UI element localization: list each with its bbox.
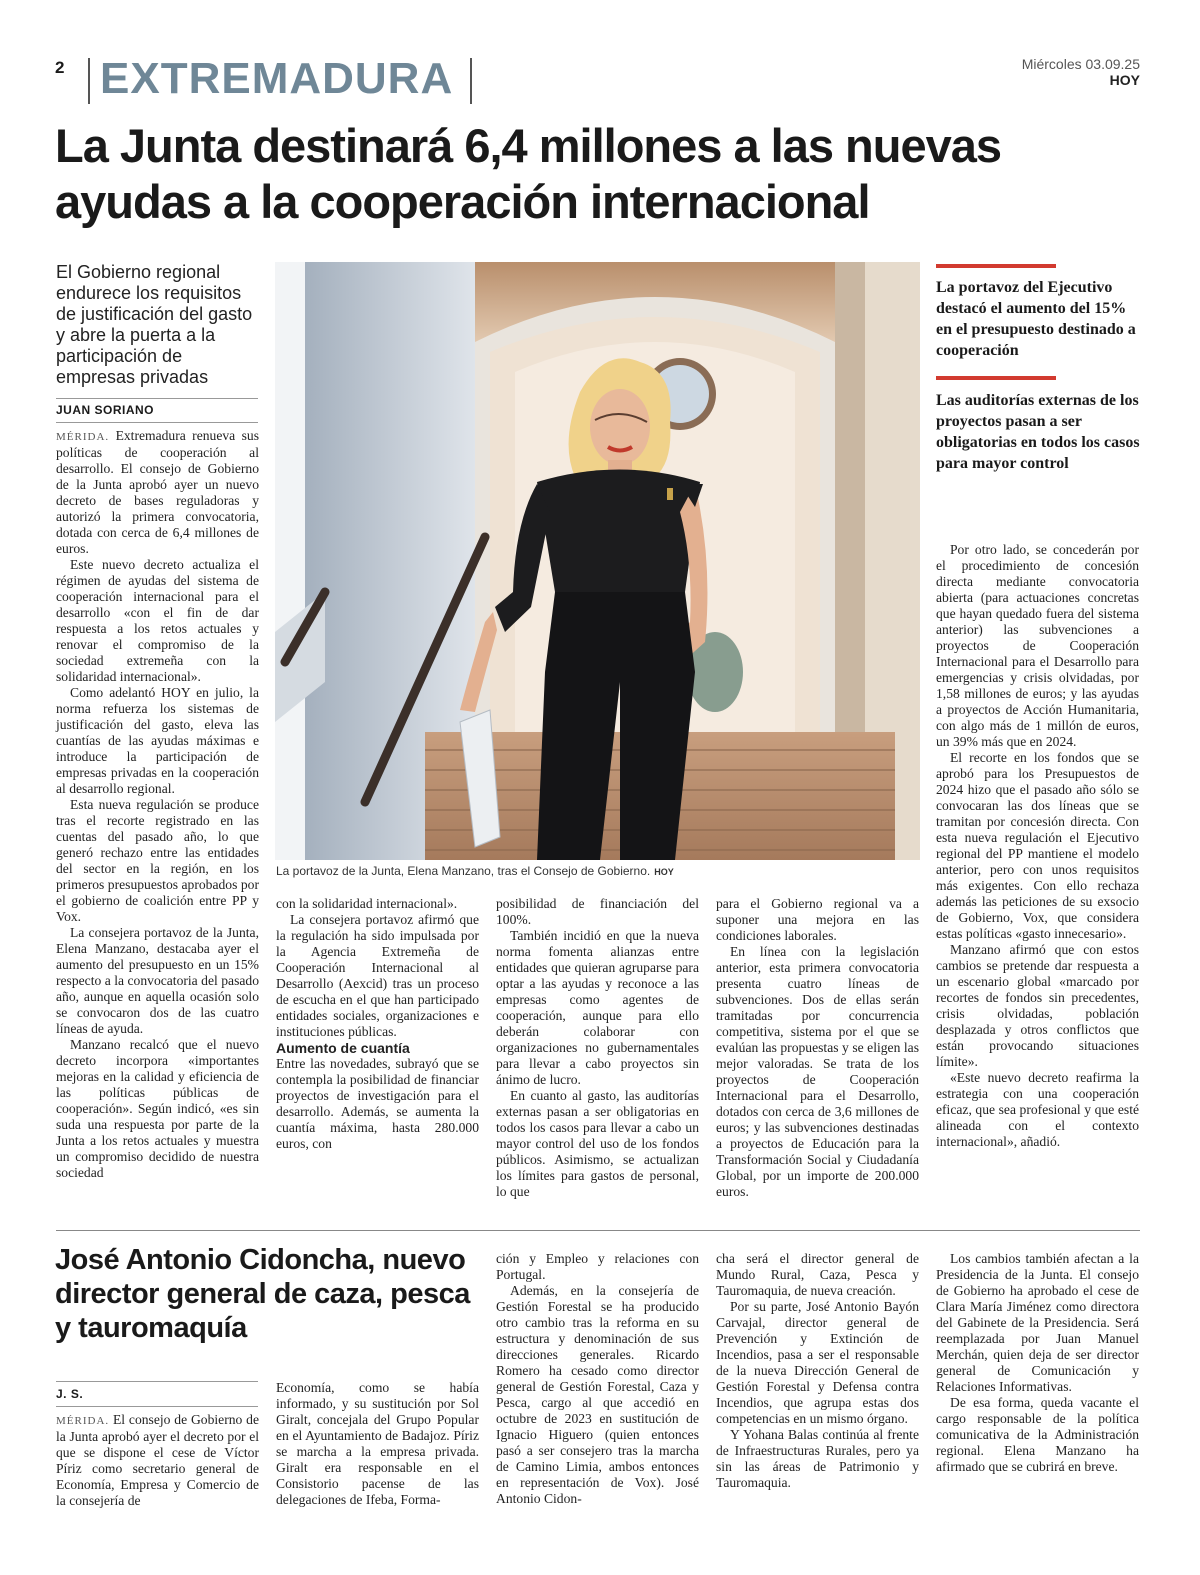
byline-rule-top [56,1381,258,1382]
paragraph: con la solidaridad internacional». [276,896,458,911]
paragraph: Entre las novedades, subrayó que se contempla la posibilidad de financiar proyectos de investigación para el desarrollo. Además, se aumenta la cuantía máxima, hasta 280.000 euros, con [276,1056,479,1151]
newspaper-brand: HOY [1109,72,1140,88]
paragraph: MÉRIDA. El consejo de Gobierno de la Junta aprobó ayer el decreto por el que se dispone el cese de Víctor Píriz como secretario general de Economía, Empresa y Comercio de la consejería de [56,1412,260,1508]
article-photo [275,262,920,860]
article-column-4 [716,896,919,1200]
paragraph: para el Gobierno regional va a suponer una mejora en las condiciones laborales. [716,896,919,943]
paragraph: Este nuevo decreto actualiza el régimen de ayudas del sistema de cooperación internacional para el desarrollo «con el fin de dar respuesta a los retos actuales y renovar el compromiso de la sociedad extremeña con la solidaridad internacional». [56,557,259,684]
caption-text: La portavoz de la Junta, Elena Manzano, tras el Consejo de Gobierno. [276,864,651,878]
byline-rule [56,422,258,423]
paragraph: La consejera portavoz afirmó que la regulación ha sido impulsada por la Agencia Extremeña de Cooperación Internacional al Desarrollo (Aexcid) tras un proceso de escucha en el que han participado entidades sociales, organizaciones e instituciones públicas. [276,912,479,1039]
article-lead: El Gobierno regional endurece los requisitos de justificación del gasto y abre la puerta a la participación de empresas privadas [56,262,253,387]
paragraph: MÉRIDA. Extremadura renueva sus políticas de cooperación al desarrollo. El consejo de Gobierno de la Junta aprobó ayer un nuevo decreto de bases reguladoras y autorizó la primera convocatoria, dotada con cerca de 6,4 millones de euros. [56,428,259,556]
page-number: 2 [55,58,65,77]
paragraph: Manzano afirmó que con estos cambios se pretende dar respuesta a un escenario global «marcado por recortes de fondos sin precedentes, crisis olvidadas, población desplazada y otros conflictos que están provocando situaciones límite». [936,942,1139,1069]
paragraph: posibilidad de financiación del 100%. [496,896,699,927]
paragraph: En cuanto al gasto, las auditorías externas pasan a ser obligatorias en todos los casos para llevar a cabo un mayor control del uso de los fondos públicos. Asimismo, se actualizan los límites para gastos de personal, lo que [496,1088,699,1199]
paragraph: Manzano recalcó que el nuevo decreto incorpora «importantes mejoras en la calidad y eficiencia de las políticas públicas de cooperación». Según indicó, «es sin suda una respuesta por parte de la Junta a los retos actuales y muestra un compromiso decidido de nuestra sociedad [56,1037,259,1180]
paragraph: Y Yohana Balas continúa al frente de Infraestructuras Rurales, pero ya sin las áreas de Patrimonio y Tauromaquia. [716,1427,919,1490]
paragraph: Por otro lado, se concederán por el procedimiento de concesión directa mediante convocatoria abierta (para actuaciones concretas que hayan quedado fuera del sistema anterior) las subvenciones a proyectos de Cooperación Internacional para el Desarrollo para emergencias y crisis olvidadas, por 1,58 millones de euros; y las ayudas a proyectos de Acción Humanitaria, con algo más de 1 millón de euros, un 39% más que en 2024. [936,542,1139,749]
paragraph: También incidió en que la nueva norma fomenta alianzas entre entidades que quieran agruparse para optar a las ayudas y reconoce a las empresas como agentes de cooperación, aunque para ello deberán colaborar con organizaciones no gubernamentales para llevar a cabo proyectos sin ánimo de lucro. [496,928,699,1087]
paragraph: En línea con la legislación anterior, esta primera convocatoria presenta cuatro líneas de subvenciones. Dos de ellas serán tramitadas por concurrencia competitiva, sistema por el que se evalúan las propuestas y se eligen las mejor valoradas. Se trata de los proyectos de Cooperación Internacional para el Desarrollo, dotados con cerca de 3,6 millones de euros; y las subvenciones destinadas a proyectos de Educación para la Transformación Social y Ciudadanía Global, por un importe de 200.000 euros. [716,944,919,1199]
subheading: Aumento de cuantía [276,1040,410,1056]
article2-column-4 [716,1251,919,1491]
paragraph: De esa forma, queda vacante el cargo responsable de la política comunicativa de la Administración regional. Elena Manzano ha afirmado que se cubrirá en breve. [936,1395,1139,1474]
highlight-bar-1 [936,264,1056,268]
article-column-3 [496,896,699,1200]
dateline-location: MÉRIDA. [56,1415,110,1427]
byline-rule-bottom [56,1406,258,1407]
article-column-1 [56,428,259,1181]
secondary-headline: José Antonio Cidoncha, nuevo director general de caza, pesca y tauromaquía [55,1244,470,1344]
lead-rule [56,398,258,399]
header-divider-right [470,58,472,104]
highlight-quote-1: La portavoz del Ejecutivo destacó el aumento del 15% en el presupuesto destinado a cooperación [936,279,1136,359]
dateline-location: MÉRIDA. [56,431,110,443]
article-column-5 [936,542,1139,1150]
photo-illustration [275,262,920,860]
article2-column-2 [276,1380,479,1508]
paragraph: Esta nueva regulación se produce tras el recorte registrado en las cuentas del pasado año, lo que generó rechazo entre las entidades del sector en la región, en los primeros presupuestos aprobados por el gobierno de coalición entre PP y Vox. [56,797,259,924]
issue-date: Miércoles 03.09.25 [1021,56,1140,72]
paragraph: El recorte en los fondos que se aprobó para los Presupuestos de 2024 hizo que el pasado año sólo se convocaran las dos líneas que se tramitan por concesión directa. Con esta nueva regulación el Ejecutivo regional del PP mantiene el modelo anterior, pero con unos requisitos más exigentes. Con ello rechaza además las peticiones de su exsocio de Gobierno, Vox, que considera estas políticas «gasto innecesario». [936,750,1139,941]
paragraph: Como adelantó HOY en julio, la norma refuerza los sistemas de justificación del gasto, eleva las cuantías de las ayudas máximas e introduce la participación de empresas privadas en la cooperación al desarrollo regional. [56,685,259,796]
paragraph: ción y Empleo y relaciones con Portugal. [496,1251,699,1282]
paragraph: cha será el director general de Mundo Rural, Caza, Pesca y Tauromaquia, de nueva creación. [716,1251,919,1298]
byline: JUAN SORIANO [56,403,155,417]
paragraph: Los cambios también afectan a la Presidencia de la Junta. El consejo de Gobierno ha aprobado el cese de Clara María Jiménez como directora del Gabinete de la Presidencia. Será reemplazada por Juan Manuel Merchán, quien deja de ser director general de Comunicación y Relaciones Informativas. [936,1251,1139,1394]
photo-credit: HOY [654,867,674,877]
section-title: EXTREMADURA [100,54,454,103]
highlight-bar-2 [936,376,1056,380]
paragraph: Por su parte, José Antonio Bayón Carvajal, director general de Prevención y Extinción de Incendios, pasa a ser el responsable de la nueva Dirección General de Gestión Forestal y Defensa contra Incendios, que agrupa estas dos competencias en un mismo órgano. [716,1299,919,1426]
article-divider [56,1230,1140,1231]
paragraph: Economía, como se había informado, y su sustitución por Sol Giralt, concejala del Grupo Popular en el Ayuntamiento de Badajoz. Píriz se marcha a la empresa privada. Giralt era responsable en el Consistorio pacense de las delegaciones de Ifeba, Forma- [276,1380,479,1507]
article2-column-3 [496,1251,699,1507]
byline-2: J. S. [56,1387,84,1401]
header-divider-left [88,58,90,104]
highlight-quote-2: Las auditorías externas de los proyectos pasan a ser obligatorias en todos los casos para mayor control [936,392,1140,472]
paragraph: Además, en la consejería de Gestión Forestal se ha producido otro cambio tras la reforma en su estructura y denominación de sus direcciones generales. Ricardo Romero ha cesado como director general de Gestión Forestal, Caza y Pesca, cargo al que accedió en octubre de 2023 en sustitución de Ignacio Higuero (quien entonces pasó a ser consejero tras la marcha de Camino Limia, ambos entonces en representación de Vox). José Antonio Cidon- [496,1283,699,1506]
paragraph: «Este nuevo decreto reafirma la estrategia con una cooperación eficaz, que sea profesional y que esté alineada con el contexto internacional», añadió. [936,1070,1139,1149]
article-column-2 [276,896,479,1152]
main-headline: La Junta destinará 6,4 millones a las nuevas ayudas a la cooperación internacional [55,119,1002,228]
paragraph: La consejera portavoz de la Junta, Elena Manzano, destacaba ayer el aumento del presupuesto en un 15% respecto a la convocatoria del pasado año, aunque en aquella ocasión solo se convocaron dos de las cuatro líneas de ayuda. [56,925,259,1036]
photo-caption [276,864,674,878]
issue-date-block [1022,56,1140,88]
article2-column-1 [56,1412,259,1509]
article2-column-5 [936,1251,1139,1475]
